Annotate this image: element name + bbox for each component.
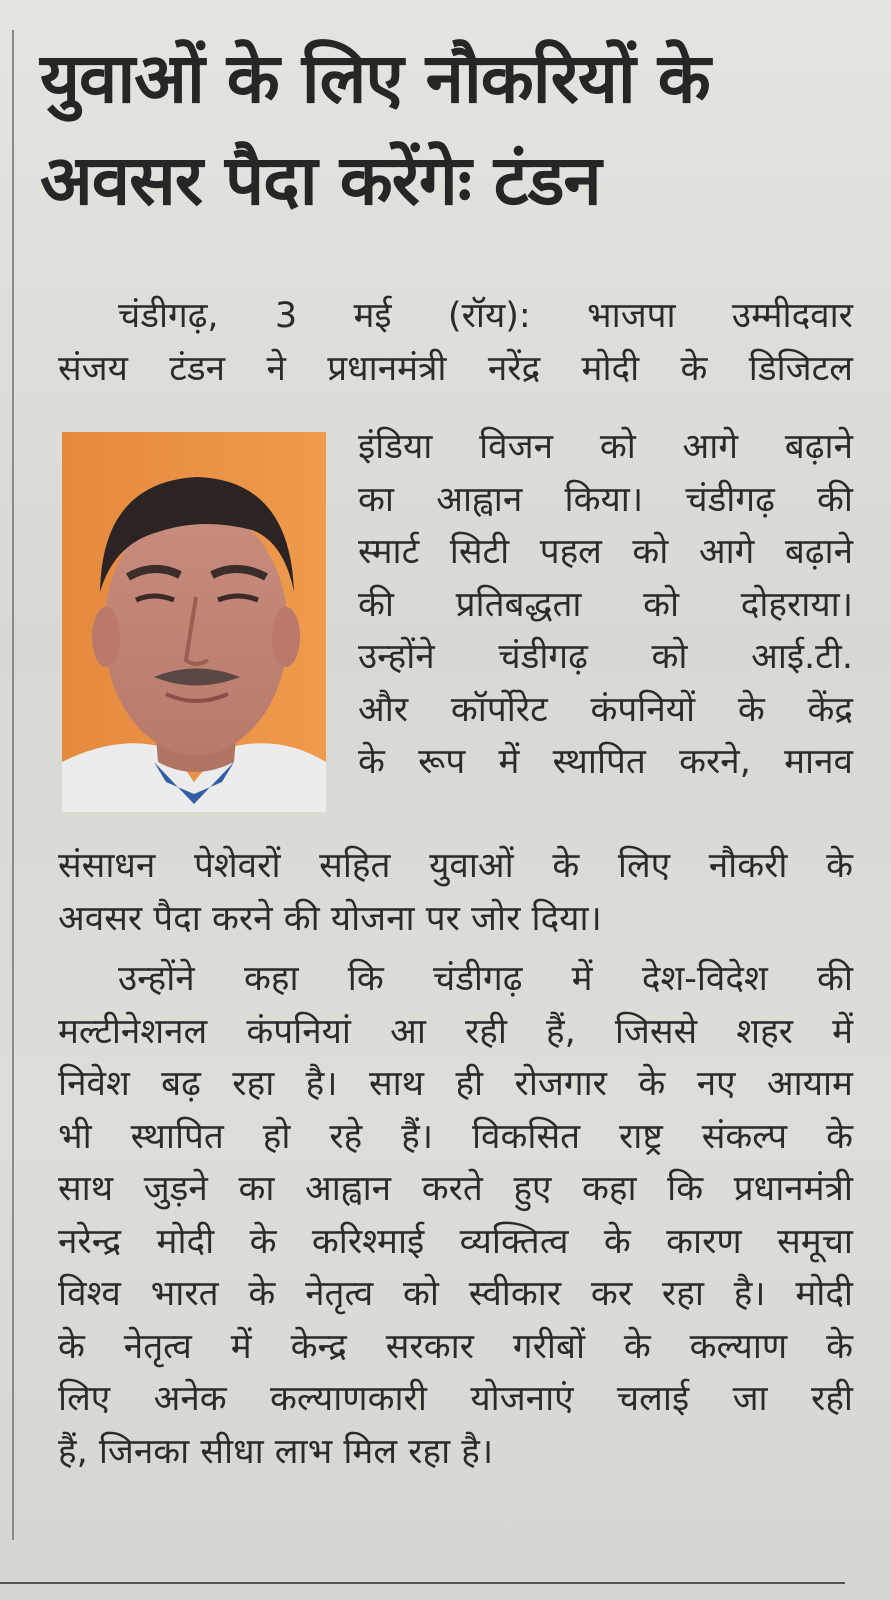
paragraph-1-wrap [358,421,853,789]
paragraph-1-intro [58,290,853,395]
text-line: भी स्थापित हो रहे हैं। विकसित राष्ट्र संकल्प के [58,1116,853,1157]
text-line: निवेश बढ़ रहा है। साथ ही रोजगार के नए आयाम [58,1064,853,1104]
text-line: संजय टंडन ने प्रधानमंत्री नरेंद्र मोदी के डिजिटल [58,348,853,389]
paragraph-1-tail [58,840,853,945]
portrait-image [62,432,326,812]
text-line: संसाधन पेशेवरों सहित युवाओं के लिए नौकरी के [58,846,853,886]
text-line: चंडीगढ़, 3 मई (रॉय): भाजपा उम्मीदवार [118,296,853,336]
text-line: का आह्वान किया। चंडीगढ़ की [358,479,853,520]
text-line: और कॉर्पोरेट कंपनियों के केंद्र [358,689,853,730]
headline-line-1: युवाओं के लिए नौकरियों के [40,39,710,119]
bottom-rule [0,1582,845,1584]
paragraph-2 [58,953,853,1478]
text-line: अवसर पैदा करने की योजना पर जोर दिया। [58,898,602,939]
text-line: लिए अनेक कल्याणकारी योजनाएं चलाई जा रही [58,1379,853,1419]
text-line: की प्रतिबद्धता को दोहराया। [358,584,853,625]
text-line: इंडिया विजन को आगे बढ़ाने [358,427,853,467]
portrait-photo [62,432,326,812]
text-line: के नेतृत्व में केन्द्र सरकार गरीबों के कल्याण के [58,1326,853,1367]
column-divider [12,30,14,1540]
text-line: हैं, जिनका सीधा लाभ मिल रहा है। [58,1431,494,1472]
text-line: स्मार्ट सिटी पहल को आगे बढ़ाने [358,532,853,572]
text-line: नरेन्द्र मोदी के करिश्माई व्यक्तित्व के कारण समूचा [58,1221,853,1262]
text-line: उन्होंने चंडीगढ़ को आई.टी. [358,637,853,677]
headline-line-2: अवसर पैदा करेंगेः टंडन [40,141,601,221]
text-line: के रूप में स्थापित करने, मानव [358,742,853,782]
headline [40,28,880,232]
text-line: साथ जुड़ने का आह्वान करते हुए कहा कि प्रधानमंत्री [58,1169,853,1209]
text-line: उन्होंने कहा कि चंडीगढ़ में देश-विदेश की [118,959,853,999]
text-line: मल्टीनेशनल कंपनियां आ रही हैं, जिससे शहर में [58,1011,853,1052]
text-line: विश्व भारत के नेतृत्व को स्वीकार कर रहा है। मोदी [58,1274,853,1314]
